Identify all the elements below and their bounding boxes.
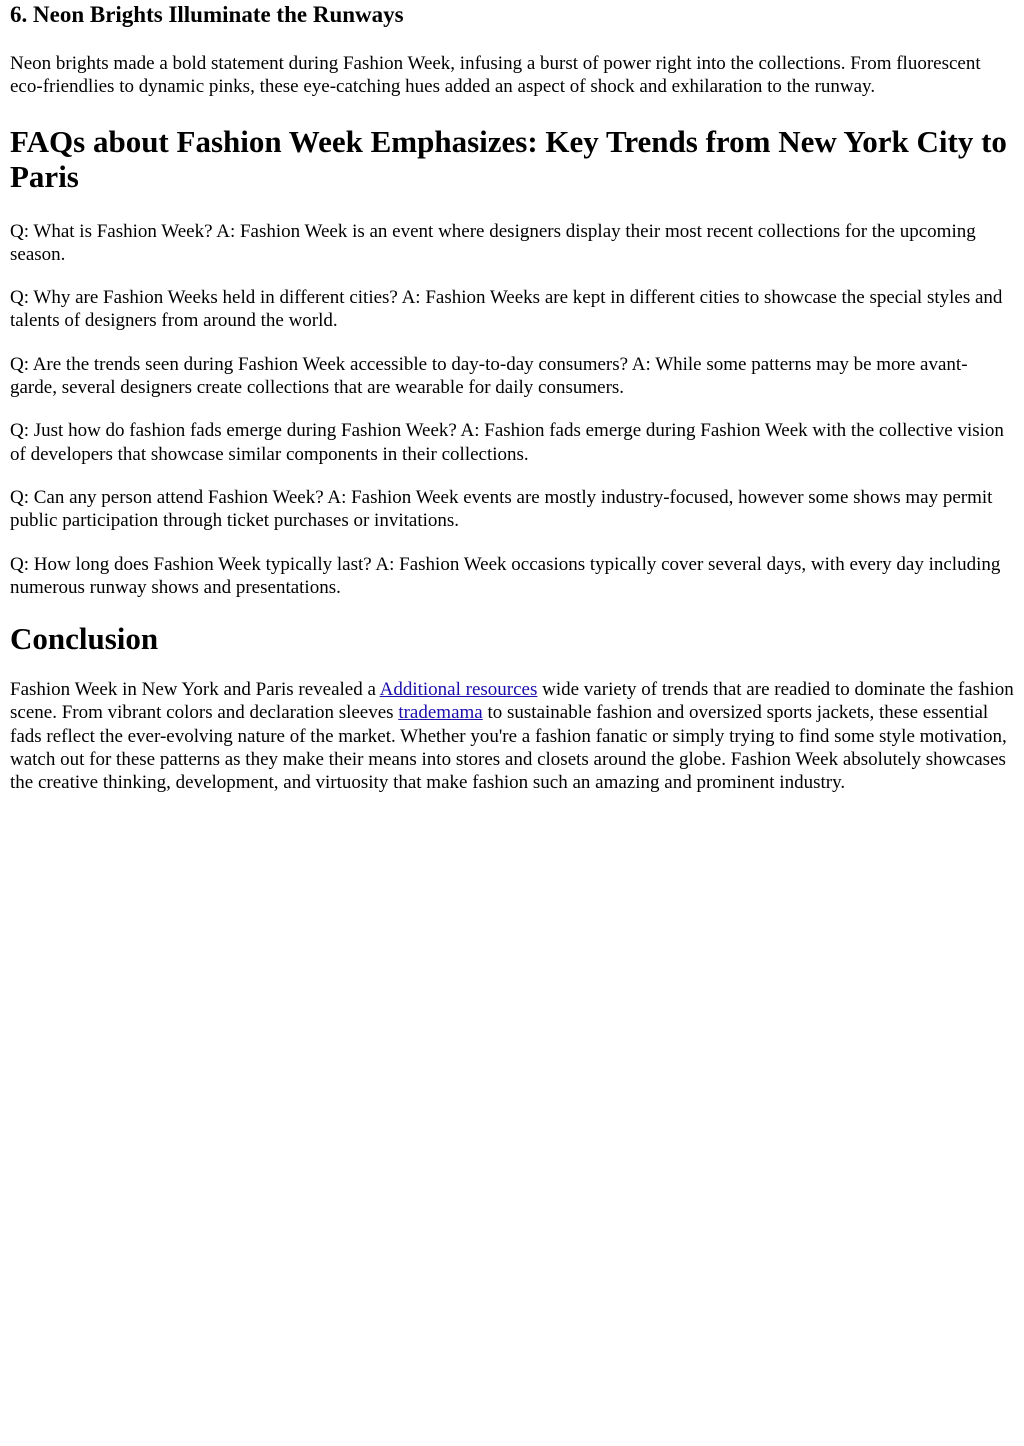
faq-item: Q: Why are Fashion Weeks held in different cities? A: Fashion Weeks are kept in different cities to showcase the special styles and talents of designers from around the world. (10, 287, 1003, 332)
faq-item: Q: What is Fashion Week? A: Fashion Week is an event where designers display their most recent collections for the upcoming season. (10, 220, 976, 265)
neon-brights-paragraph: Neon brights made a bold statement during Fashion Week, infusing a burst of power right into the collections. From fluorescent eco-friendlies to dynamic pinks, these eye-catching hues added an aspect of shock and exhilaration to the runway. (10, 53, 981, 98)
conclusion-text-1: Fashion Week in New York and Paris revealed a (10, 679, 380, 701)
trademama-link[interactable]: trademama (398, 702, 483, 724)
conclusion-heading: Conclusion (10, 621, 159, 657)
conclusion-text-3: to sustainable fashion and oversized sports jackets, these essential fads reflect the ever-evolving nature of the market. Whether you're a fashion fanatic or simply trying to find some style motivation, watch out for these patterns as they make their means into stores and closets around the globe. Fashion Week absolutely showcases the creative thinking, development, and virtuosity that make fashion such an amazing and prominent industry. (10, 702, 1007, 794)
faq-item: Q: How long does Fashion Week typically last? A: Fashion Week occasions typically cover several days, with every day including numerous runway shows and presentations. (10, 553, 1001, 598)
conclusion-paragraph (10, 678, 1014, 794)
additional-resources-link[interactable]: Additional resources (379, 679, 538, 701)
conclusion-text-2: wide variety of trends that are readied to dominate the fashion scene. From vibrant colors and declaration sleeves (10, 679, 1014, 724)
faq-item: Q: Just how do fashion fads emerge during Fashion Week? A: Fashion fads emerge during Fashion Week with the collective vision of developers that showcase similar components in their collections. (10, 420, 1004, 465)
faqs-heading: FAQs about Fashion Week Emphasizes: Key Trends from New York City to Paris (10, 123, 1007, 194)
neon-brights-heading: 6. Neon Brights Illuminate the Runways (10, 2, 404, 27)
faq-item: Q: Are the trends seen during Fashion Week accessible to day-to-day consumers? A: While some patterns may be more avant-garde, several designers create collections that are wearable for daily consumers. (10, 353, 968, 399)
faq-item: Q: Can any person attend Fashion Week? A: Fashion Week events are mostly industry-focused, however some shows may permit public participation through ticket purchases or invitations. (10, 486, 993, 532)
